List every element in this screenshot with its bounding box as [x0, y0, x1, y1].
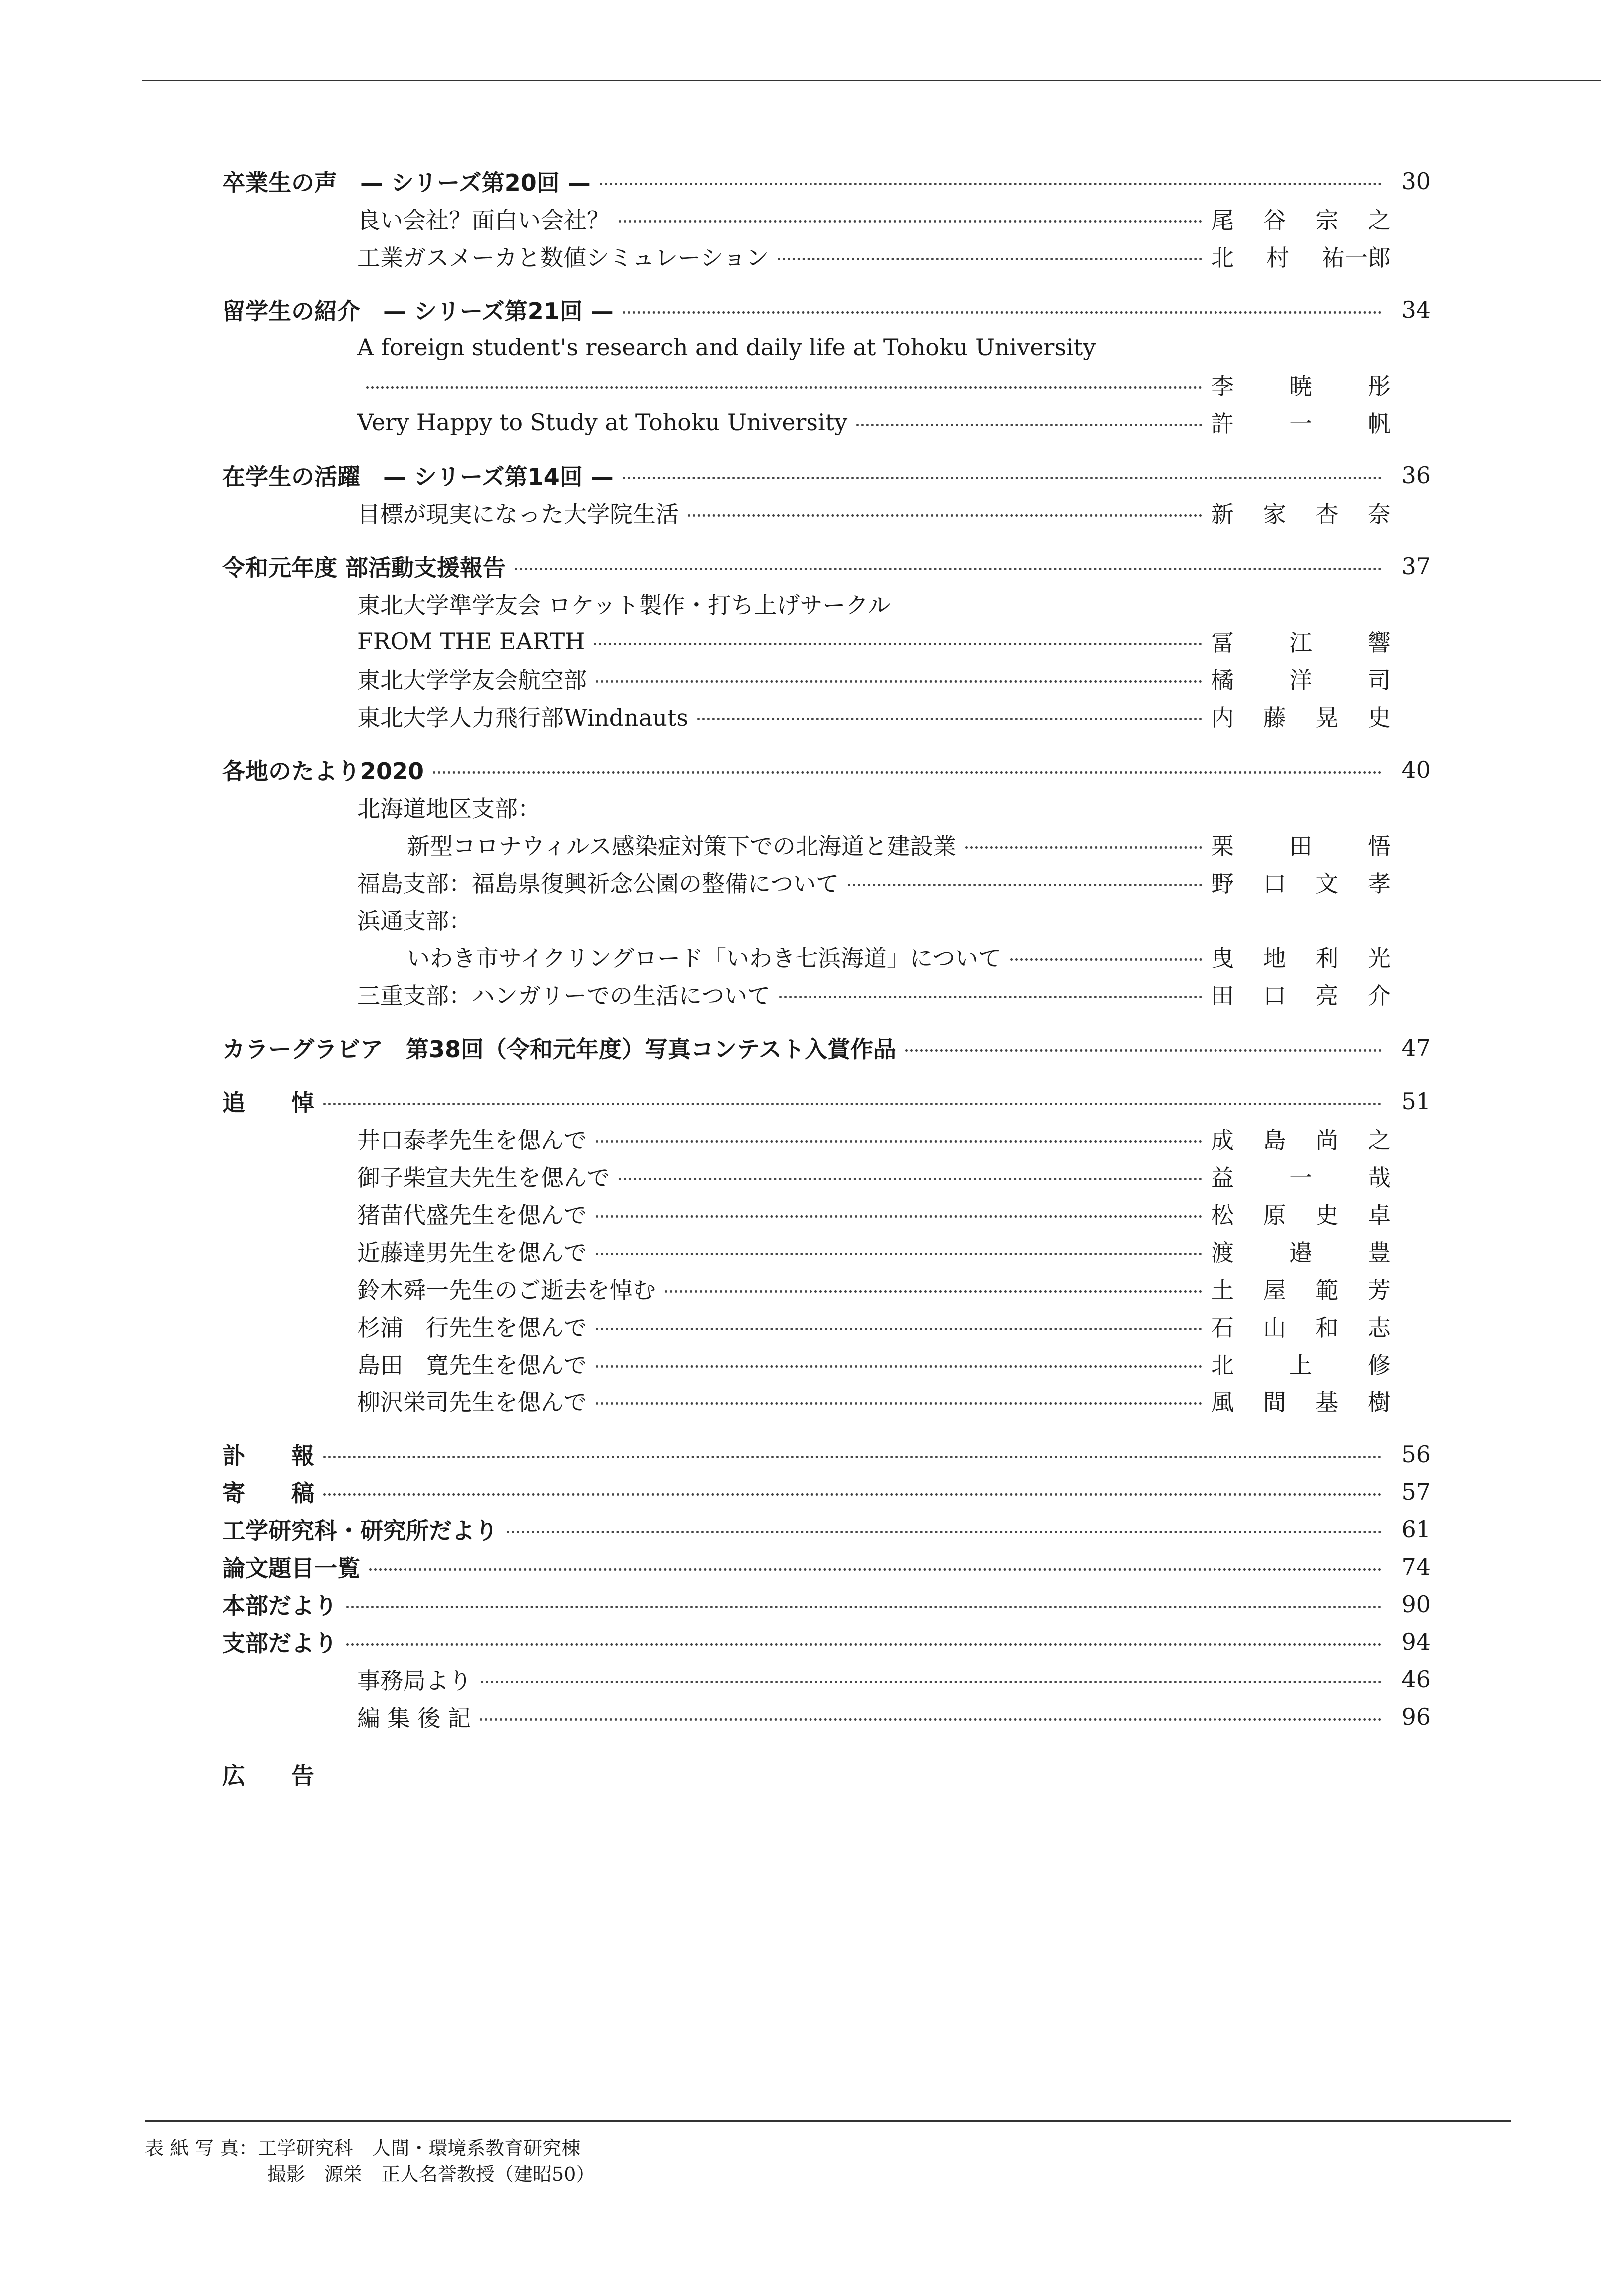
toc-entry: [222, 1345, 1431, 1382]
section-title: 訃 報: [222, 1442, 314, 1469]
toc-section: [222, 547, 1431, 735]
toc-short-list: [222, 1435, 1431, 1735]
author-name-part: 之: [1367, 206, 1391, 234]
toc-section: [222, 162, 1431, 275]
author-name-part: 原: [1263, 1201, 1286, 1229]
entry-title: 工業ガスメーカと数値シミュレーション: [357, 244, 769, 271]
toc-entry: [222, 788, 1431, 826]
author-name-part: 石: [1211, 1314, 1234, 1341]
toc-entry: [222, 901, 1431, 938]
toc-short-entry: [222, 1623, 1431, 1660]
entry-title: FROM THE EARTH: [357, 627, 585, 655]
advertisement-heading: 広 告: [222, 1762, 314, 1789]
dot-leader: [619, 1178, 1202, 1180]
entry-title: 御子柴宣夫先生を偲んで: [357, 1164, 610, 1191]
section-heading: [222, 291, 1431, 328]
toc-sub-entry: [222, 1660, 1431, 1698]
entry-title: 杉浦 行先生を偲んで: [357, 1314, 587, 1341]
dot-leader: [596, 1365, 1202, 1368]
author-name-part: 和: [1315, 1314, 1339, 1341]
author-name-part: 尚: [1315, 1126, 1339, 1154]
toc-entry: [222, 938, 1431, 975]
dot-leader: [596, 1402, 1202, 1405]
author-name-part: 冨: [1211, 629, 1234, 656]
dot-leader: [1010, 958, 1202, 961]
author-name-part: 許: [1211, 410, 1234, 437]
section-title: 留学生の紹介 — シリーズ第21回 —: [222, 297, 614, 325]
dot-leader: [596, 680, 1202, 683]
author-name-part: 江: [1289, 629, 1312, 656]
author-name: [1211, 1235, 1391, 1268]
author-name-part: 松: [1211, 1201, 1234, 1229]
author-name-part: 曳: [1211, 944, 1234, 972]
author-name-part: 洋: [1289, 666, 1312, 694]
page-number: 51: [1401, 1087, 1431, 1115]
page-number: 90: [1401, 1590, 1431, 1618]
author-name-part: 益: [1211, 1164, 1234, 1191]
entry-title: いわき市サイクリングロード「いわき七浜海道」について: [407, 944, 1002, 972]
toc-entry: [222, 366, 1431, 403]
author-name-part: 李: [1211, 372, 1234, 400]
author-name-part: 宗: [1315, 206, 1339, 234]
author-name-part: 介: [1367, 982, 1391, 1009]
author-name-part: 亮: [1315, 982, 1339, 1009]
author-name-part: 屋: [1263, 1276, 1286, 1304]
entry-title: 三重支部：ハンガリーでの生活について: [357, 982, 771, 1009]
author-name: [1211, 1122, 1391, 1155]
dot-leader: [848, 884, 1202, 886]
author-name-part: 成: [1211, 1126, 1234, 1154]
author-name-part: 地: [1263, 944, 1286, 972]
page-number: 37: [1401, 552, 1431, 580]
dot-leader: [323, 1456, 1382, 1458]
dot-leader: [596, 1215, 1202, 1218]
author-name-part: 杏: [1315, 500, 1339, 528]
author-name: [1211, 700, 1391, 733]
dot-leader: [778, 258, 1202, 260]
author-name-part: 口: [1263, 982, 1286, 1009]
entry-title: 鈴木舜一先生のご逝去を悼む: [357, 1276, 656, 1304]
top-rule: [142, 80, 1601, 81]
dot-leader: [596, 1253, 1202, 1255]
section-heading: [222, 547, 1431, 585]
toc-entry: [222, 660, 1431, 697]
entry-title: 東北大学人力飛行部Windnauts: [357, 704, 689, 731]
author-name: [1211, 240, 1391, 273]
toc-section: [222, 1082, 1431, 1419]
cover-photo-caption: 表 紙 写 真：工学研究科 人間・環境系教育研究棟: [145, 2137, 581, 2159]
section-title: カラーグラビア 第38回（令和元年度）写真コンテスト入賞作品: [222, 1035, 897, 1063]
author-name-part: 之: [1367, 1126, 1391, 1154]
dot-leader: [600, 183, 1382, 185]
dot-leader: [623, 311, 1382, 314]
toc-entry: [222, 863, 1431, 901]
dot-leader: [366, 386, 1202, 389]
author-name-part: 山: [1263, 1314, 1286, 1341]
author-name-part: 彤: [1368, 372, 1391, 400]
author-name-part: 晃: [1315, 704, 1339, 731]
page-number: 47: [1401, 1034, 1431, 1061]
author-name-part: 史: [1367, 704, 1391, 731]
author-name-part: 新: [1211, 500, 1234, 528]
section-title: 在学生の活躍 — シリーズ第14回 —: [222, 463, 614, 490]
toc-entry: [222, 494, 1431, 531]
author-name: [1211, 406, 1391, 439]
dot-leader: [323, 1103, 1382, 1105]
author-name-part: 風: [1211, 1388, 1234, 1416]
page-number: 94: [1401, 1628, 1431, 1655]
author-name-part: 光: [1367, 944, 1391, 972]
toc-section: [222, 751, 1431, 1013]
toc-short-entry: [222, 1473, 1431, 1510]
toc-entry: [222, 1382, 1431, 1419]
author-name-part: 基: [1315, 1388, 1339, 1416]
author-name-part: 帆: [1368, 410, 1391, 437]
author-name-part: 文: [1315, 870, 1339, 897]
author-name-part: 北: [1211, 1351, 1234, 1378]
page-number: 61: [1401, 1515, 1431, 1543]
author-name-part: 橘: [1211, 666, 1234, 694]
page-number: 46: [1401, 1665, 1431, 1693]
table-of-contents: [222, 162, 1431, 1793]
author-name: [1211, 202, 1391, 235]
entry-title: 浜通支部：: [357, 907, 472, 934]
author-name-part: 史: [1315, 1201, 1339, 1229]
dot-leader: [481, 1681, 1382, 1683]
entry-title: 編 集 後 記: [357, 1704, 471, 1732]
toc-sub-entry: [222, 1698, 1431, 1735]
author-name-part: 司: [1368, 666, 1391, 694]
toc-entry: [222, 585, 1431, 622]
dot-leader: [594, 643, 1202, 645]
page-number: 96: [1401, 1703, 1431, 1730]
section-heading: [222, 162, 1431, 200]
author-name-part: 家: [1263, 500, 1286, 528]
entry-title: 福島支部：福島県復興祈念公園の整備について: [357, 870, 839, 897]
author-name-part: 村: [1266, 244, 1289, 271]
author-name-part: 土: [1211, 1276, 1234, 1304]
dot-leader: [346, 1606, 1382, 1608]
author-name-part: 藤: [1263, 704, 1286, 731]
author-name-part: 哉: [1368, 1164, 1391, 1191]
page-number: 36: [1401, 461, 1431, 489]
toc-short-entry: [222, 1585, 1431, 1623]
toc-entry: [222, 1120, 1431, 1157]
section-title: 卒業生の声 — シリーズ第20回 —: [222, 169, 591, 196]
dot-leader: [346, 1643, 1382, 1646]
dot-leader: [965, 846, 1202, 849]
entry-title: 島田 寛先生を偲んで: [357, 1351, 587, 1378]
toc-entry: [222, 1307, 1431, 1345]
footer-rule: [145, 2120, 1511, 2122]
dot-leader: [665, 1290, 1202, 1293]
author-name-part: 祐一郎: [1322, 244, 1391, 271]
author-name-part: 利: [1315, 944, 1339, 972]
author-name-part: 間: [1263, 1388, 1286, 1416]
author-name: [1211, 496, 1391, 529]
author-name-part: 北: [1211, 244, 1234, 271]
toc-entry: [222, 1270, 1431, 1307]
entry-title: 良い会社？面白い会社？: [357, 206, 610, 234]
entry-title: 東北大学学友会航空部: [357, 666, 587, 694]
author-name-part: 響: [1368, 629, 1391, 656]
toc-entry: [222, 1232, 1431, 1270]
toc-short-entry: [222, 1548, 1431, 1585]
author-name-part: 谷: [1263, 206, 1286, 234]
entry-title: 事務局より: [357, 1667, 472, 1694]
dot-leader: [779, 996, 1202, 998]
entry-title: A foreign student's research and daily life at Tohoku University: [357, 333, 1096, 361]
cover-photo-credit: [145, 2135, 595, 2187]
dot-leader: [596, 1328, 1202, 1330]
cover-photo-photographer: 撮影 源栄 正人名誉教授（建昭50）: [267, 2163, 595, 2185]
author-name-part: 卓: [1367, 1201, 1391, 1229]
section-title: 支部だより: [222, 1629, 337, 1657]
dot-leader: [619, 220, 1202, 223]
toc-entry: [222, 237, 1431, 275]
author-name: [1211, 1347, 1391, 1380]
author-name-part: 邉: [1289, 1239, 1312, 1266]
author-name-part: 修: [1368, 1351, 1391, 1378]
dot-leader: [433, 771, 1382, 774]
author-name-part: 志: [1367, 1314, 1391, 1341]
section-title: 追 悼: [222, 1089, 314, 1116]
dot-leader: [856, 424, 1202, 426]
author-name-part: 口: [1263, 870, 1286, 897]
author-name-part: 悟: [1368, 832, 1391, 860]
author-name-part: 野: [1211, 870, 1234, 897]
author-name-part: 樹: [1367, 1388, 1391, 1416]
section-title: 工学研究科・研究所だより: [222, 1517, 498, 1544]
author-name: [1211, 828, 1391, 861]
toc-section: [222, 1029, 1431, 1066]
section-heading: [222, 457, 1431, 494]
author-name-part: 島: [1263, 1126, 1286, 1154]
author-name-part: 渡: [1211, 1239, 1234, 1266]
dot-leader: [323, 1493, 1382, 1496]
section-title: 本部だより: [222, 1592, 337, 1619]
author-name-part: 豊: [1368, 1239, 1391, 1266]
toc-short-entry: [222, 1510, 1431, 1548]
page-number: 74: [1401, 1553, 1431, 1580]
entry-title: Very Happy to Study at Tohoku University: [357, 408, 848, 436]
author-name: [1211, 1310, 1391, 1343]
dot-leader: [697, 718, 1202, 720]
toc-entry: [222, 328, 1431, 366]
author-name: [1211, 368, 1391, 401]
author-name: [1211, 866, 1391, 899]
dot-leader: [596, 1140, 1202, 1143]
section-title: 各地のたより2020: [222, 757, 424, 785]
toc-entry: [222, 1157, 1431, 1195]
dot-leader: [480, 1718, 1382, 1721]
entry-title: 目標が現実になった大学院生活: [357, 500, 679, 528]
author-name-part: 一: [1289, 1164, 1312, 1191]
toc-entry: [222, 403, 1431, 441]
author-name: [1211, 1160, 1391, 1193]
section-title: 寄 稿: [222, 1479, 314, 1507]
entry-title: 井口泰孝先生を偲んで: [357, 1126, 587, 1154]
dot-leader: [507, 1531, 1382, 1533]
author-name-part: 一: [1289, 410, 1312, 437]
author-name: [1211, 1197, 1391, 1230]
toc-section: [222, 291, 1431, 441]
section-heading: [222, 1029, 1431, 1066]
author-name: [1211, 1272, 1391, 1305]
section-heading: [222, 1082, 1431, 1120]
toc-entry: [222, 622, 1431, 660]
entry-title: 新型コロナウィルス感染症対策下での北海道と建設業: [407, 832, 956, 860]
author-name-part: 範: [1315, 1276, 1339, 1304]
toc-section: [222, 457, 1431, 531]
author-name-part: 田: [1289, 832, 1312, 860]
toc-entry: [222, 975, 1431, 1013]
author-name: [1211, 1384, 1391, 1417]
author-name: [1211, 978, 1391, 1011]
page-number: 30: [1401, 167, 1431, 195]
toc-entry: [222, 826, 1431, 863]
entry-title: 柳沢栄司先生を偲んで: [357, 1388, 587, 1416]
author-name-part: 栗: [1211, 832, 1234, 860]
author-name-part: 内: [1211, 704, 1234, 731]
page-number: 56: [1401, 1440, 1431, 1468]
page-number: 34: [1401, 296, 1431, 323]
toc-entry: [222, 697, 1431, 735]
dot-leader: [369, 1568, 1382, 1571]
author-name-part: 暁: [1289, 372, 1312, 400]
dot-leader: [905, 1049, 1382, 1052]
toc-entry: [222, 200, 1431, 237]
author-name-part: 上: [1289, 1351, 1312, 1378]
author-name-part: 尾: [1211, 206, 1234, 234]
toc-entry: [222, 1195, 1431, 1232]
dot-leader: [688, 514, 1202, 517]
entry-title: 猪苗代盛先生を偲んで: [357, 1201, 587, 1229]
author-name: [1211, 625, 1391, 658]
author-name-part: 田: [1211, 982, 1234, 1009]
author-name: [1211, 940, 1391, 973]
page-number: 40: [1401, 756, 1431, 783]
author-name-part: 芳: [1367, 1276, 1391, 1304]
toc-short-entry: [222, 1435, 1431, 1473]
page-number: 57: [1401, 1478, 1431, 1505]
section-title: 論文題目一覧: [222, 1554, 360, 1582]
author-name: [1211, 662, 1391, 695]
dot-leader: [623, 477, 1382, 479]
entry-title: 北海道地区支部：: [357, 795, 541, 822]
section-heading: [222, 751, 1431, 788]
entry-title: 近藤達男先生を偲んで: [357, 1239, 587, 1266]
author-name-part: 孝: [1367, 870, 1391, 897]
dot-leader: [515, 568, 1382, 570]
entry-title: 東北大学準学友会 ロケット製作・打ち上げサークル: [357, 591, 891, 619]
author-name-part: 奈: [1367, 500, 1391, 528]
section-title: 令和元年度 部活動支援報告: [222, 554, 506, 581]
